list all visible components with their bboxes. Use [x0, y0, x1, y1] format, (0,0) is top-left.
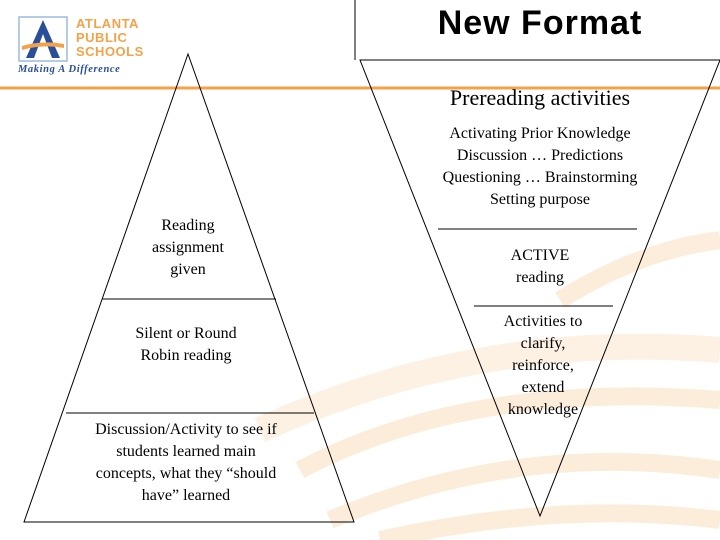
left-section-reading-assignment	[108, 215, 268, 281]
text-line: Questioning … Brainstorming	[442, 169, 638, 186]
text-line: Reading	[161, 217, 215, 234]
logo-tagline: Making A Difference	[18, 64, 121, 75]
text-line: Silent or Round	[135, 325, 237, 342]
logo-text-line1: ATLANTA	[76, 16, 139, 31]
text-line: Setting purpose	[490, 191, 590, 208]
text-line: Robin reading	[140, 347, 232, 364]
right-section-prereading-activities	[400, 123, 680, 211]
text-line: assignment	[152, 239, 224, 256]
left-section-silent-reading	[96, 323, 276, 367]
text-line: Activities to	[503, 313, 583, 330]
text-line: Discussion … Predictions	[456, 147, 624, 164]
text-line: Activating Prior Knowledge	[449, 125, 631, 142]
logo	[14, 12, 154, 82]
right-heading-prereading: Prereading activities	[449, 85, 631, 110]
page-title: New Format	[437, 4, 643, 42]
atlanta-a-logo-icon	[18, 16, 68, 64]
text-line: knowledge	[507, 401, 579, 418]
text-line: reinforce,	[512, 357, 574, 374]
text-line: students learned main	[116, 443, 256, 460]
text-line: ACTIVE	[510, 247, 570, 264]
logo-text-line3: SCHOOLS	[76, 44, 144, 59]
logo-text-line2: PUBLIC	[76, 30, 128, 45]
right-section-followup-activities	[483, 311, 603, 421]
text-line: concepts, what they “should	[95, 465, 277, 482]
text-line: clarify,	[520, 335, 566, 352]
text-line: have” learned	[141, 487, 231, 504]
text-line: reading	[516, 269, 564, 286]
left-section-discussion	[66, 419, 306, 507]
text-line: given	[170, 261, 206, 278]
text-line: Discussion/Activity to see if	[95, 421, 277, 438]
right-section-active-reading	[480, 245, 600, 289]
text-line: extend	[521, 379, 565, 396]
